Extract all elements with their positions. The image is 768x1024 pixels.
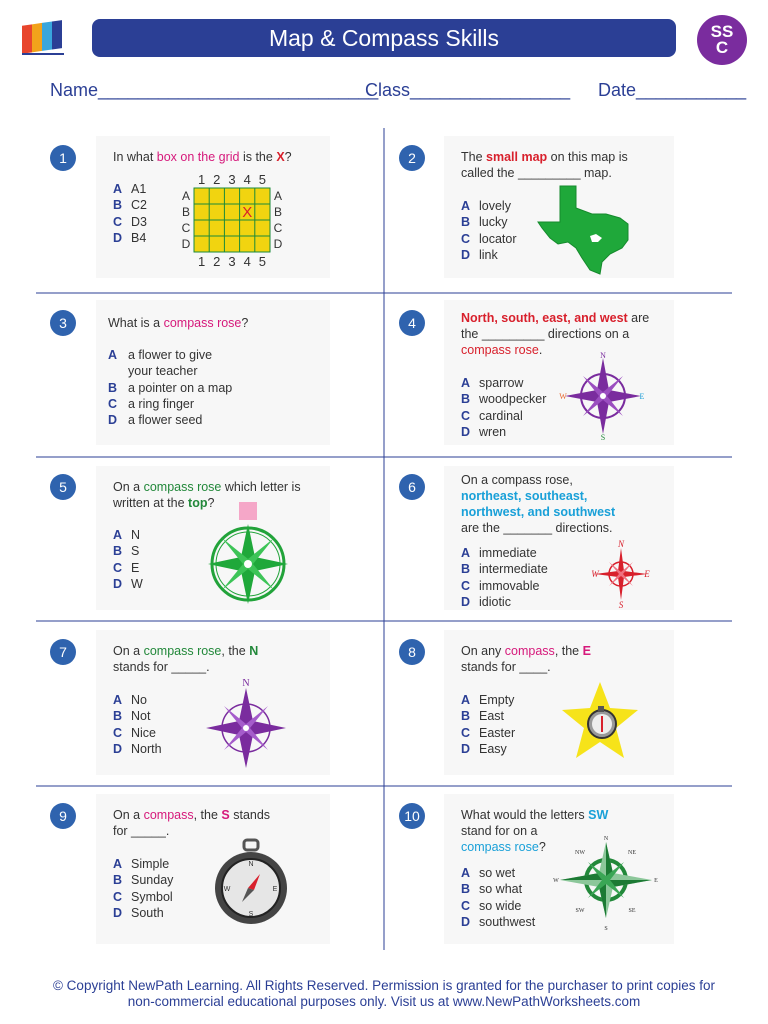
option-b[interactable]: B so what [461,882,523,897]
question-number-1: 1 [50,145,76,171]
compass-rose-intermediate-icon [550,834,662,932]
svg-text:S: S [600,433,606,442]
option-b[interactable]: B East [461,709,505,724]
option-c[interactable]: C Nice [113,725,157,740]
grid-row-label: D [181,237,191,251]
option-b[interactable]: B Sunday [113,873,174,888]
grid-row-label: A [181,189,191,203]
question-number-2: 2 [399,145,425,171]
svg-text:N: N [617,539,625,549]
option-c[interactable]: C D3 [113,214,147,229]
option-c[interactable]: C a ring finger [108,396,195,411]
option-d[interactable]: D W [113,576,143,591]
option-d[interactable]: D a flower seed [108,413,203,428]
option-a[interactable]: A sparrow [461,376,524,390]
question-number-10: 10 [399,803,425,829]
grid-col-label: 4 [243,254,251,269]
grid-col-label: 1 [197,254,206,269]
option-b[interactable]: B intermediate [461,562,548,577]
grid-col-label: 2 [213,254,221,269]
option-c[interactable]: C cardinal [461,408,523,423]
option-d[interactable]: D B4 [113,230,147,245]
svg-text:N: N [603,836,609,842]
svg-text:S: S [618,600,624,610]
options-5 [113,527,143,592]
svg-text:E: E [644,569,650,579]
grid-row-label: C [181,221,191,235]
texas-map-icon [536,184,632,276]
question-number-6: 6 [399,474,425,500]
grid-col-label: 3 [228,254,236,269]
svg-text:SW: SW [575,908,585,914]
badge-line-1: SS [710,22,734,41]
option-b[interactable]: B woodpecker [461,392,547,407]
option-a[interactable]: A immediate [461,546,537,560]
option-c[interactable]: C locator [461,231,517,246]
option-c[interactable]: C immovable [461,578,540,593]
svg-text:E: E [272,886,278,893]
grid-col-label: 1 [197,172,206,187]
option-d[interactable]: D North [113,741,162,756]
question-text-3: What is a compass rose? [108,316,249,330]
question-number-4: 4 [399,310,425,336]
options-8 [461,692,515,757]
option-a[interactable]: A A1 [113,182,147,196]
option-c[interactable]: C so wide [461,898,522,913]
subject-badge [697,15,747,65]
options-7 [113,692,162,757]
grid-row-label: A [273,189,283,203]
options-2 [461,198,517,263]
class-field[interactable]: Class________________ [365,80,571,100]
svg-text:E: E [654,878,658,884]
options-4 [461,375,546,440]
compass-rose-north-icon [204,676,288,772]
compass-rose-red-icon [590,538,652,610]
question-number-5: 5 [50,474,76,500]
svg-text:W: W [553,878,559,884]
svg-text:E: E [639,392,645,401]
options-3 [108,347,232,428]
question-text-7: On a compass rose, the N stands for _____. [113,644,259,674]
svg-text:S: S [604,926,608,932]
option-b[interactable]: B C2 [113,198,147,213]
svg-text:SE: SE [628,908,636,914]
grid-row-label: D [273,237,283,251]
option-b[interactable]: B a pointer on a map [108,380,233,395]
option-d[interactable]: D southwest [461,914,536,929]
option-a-continued: your teacher [128,364,198,379]
options-6 [461,545,548,610]
question-number-8: 8 [399,639,425,665]
options-9 [113,856,173,921]
option-c[interactable]: C Symbol [113,889,173,904]
grid-col-label: 5 [258,172,267,187]
question-number-3: 3 [50,310,76,336]
question-text-4: North, south, east, and west are the _________ directions on a compass rose. [461,311,650,357]
option-a[interactable]: A lovely [461,199,511,213]
svg-text:N: N [248,861,254,868]
svg-text:W: W [591,569,599,579]
grid-x-mark: X [242,204,253,221]
page-title: Map & Compass Skills [92,19,676,57]
svg-text:NE: NE [628,850,636,856]
option-b[interactable]: B lucky [461,215,508,230]
question-text-8: On any compass, the E stands for ____. [461,644,591,674]
option-b[interactable]: B S [113,544,140,559]
svg-text:W: W [559,392,567,401]
question-number-7: 7 [50,639,76,665]
grid-row-label: C [273,221,283,235]
grid-col-label: 4 [243,172,251,187]
grid-col-label: 2 [213,172,221,187]
option-d[interactable]: D South [113,905,164,920]
grid-col-label: 3 [228,172,236,187]
grid-row-label: B [181,205,191,219]
question-text-1: In what box on the grid is the X? [113,150,292,164]
question-number-9: 9 [50,803,76,829]
option-d[interactable]: D link [461,247,498,262]
date-field[interactable]: Date___________ [598,80,747,100]
option-a[interactable]: A Simple [113,857,170,871]
option-a[interactable]: A No [113,693,147,707]
option-d[interactable]: D Easy [461,741,507,756]
option-a[interactable]: A a flower to give [108,348,213,362]
option-c[interactable]: C E [113,560,140,575]
option-a[interactable]: A so wet [461,866,516,880]
footer-line-2: non-commercial educational purposes only. Visit us at www.NewPathWorksheets.com [127,994,641,1009]
name-field[interactable]: Name____________________________ [50,80,379,100]
svg-text:N: N [600,351,606,360]
question-text-9: On a compass, the S stands for _____. [113,808,271,838]
copyright-footer [0,978,768,1010]
option-d[interactable]: D wren [461,424,507,439]
grid-row-label: B [273,205,283,219]
svg-text:W: W [223,886,231,893]
option-b[interactable]: B Not [113,709,151,724]
letter-number-grid [178,170,288,270]
question-text-6: On a compass rose, northeast, southeast, northwest, and southwest are the _______ directions. [461,473,616,535]
svg-text:N: N [242,678,250,689]
compass-rose-purple-icon [560,350,646,442]
footer-line-1: © Copyright NewPath Learning. All Rights Reserved. Permission is granted for the purchaser to print copies for [52,978,715,993]
svg-text:NW: NW [575,850,585,856]
pocket-compass-icon [212,838,290,930]
newpath-logo-icon [20,22,66,58]
option-c[interactable]: C Easter [461,725,516,740]
options-10 [461,865,535,930]
badge-line-2: C [715,38,729,57]
compass-star-icon [560,680,640,766]
grid-col-label: 5 [258,254,267,269]
option-d[interactable]: D idiotic [461,594,511,609]
option-a[interactable]: A N [113,528,141,542]
question-text-5: On a compass rose which letter is written at the top? [113,480,301,510]
question-text-2: The small map on this map is called the _________ map. [461,150,628,180]
question-text-10: What would the letters SW stand for on a compass rose? [461,808,609,854]
option-a[interactable]: A Empty [461,693,515,707]
options-1 [113,181,147,246]
svg-text:S: S [248,911,254,918]
compass-rose-green-icon [205,502,291,606]
